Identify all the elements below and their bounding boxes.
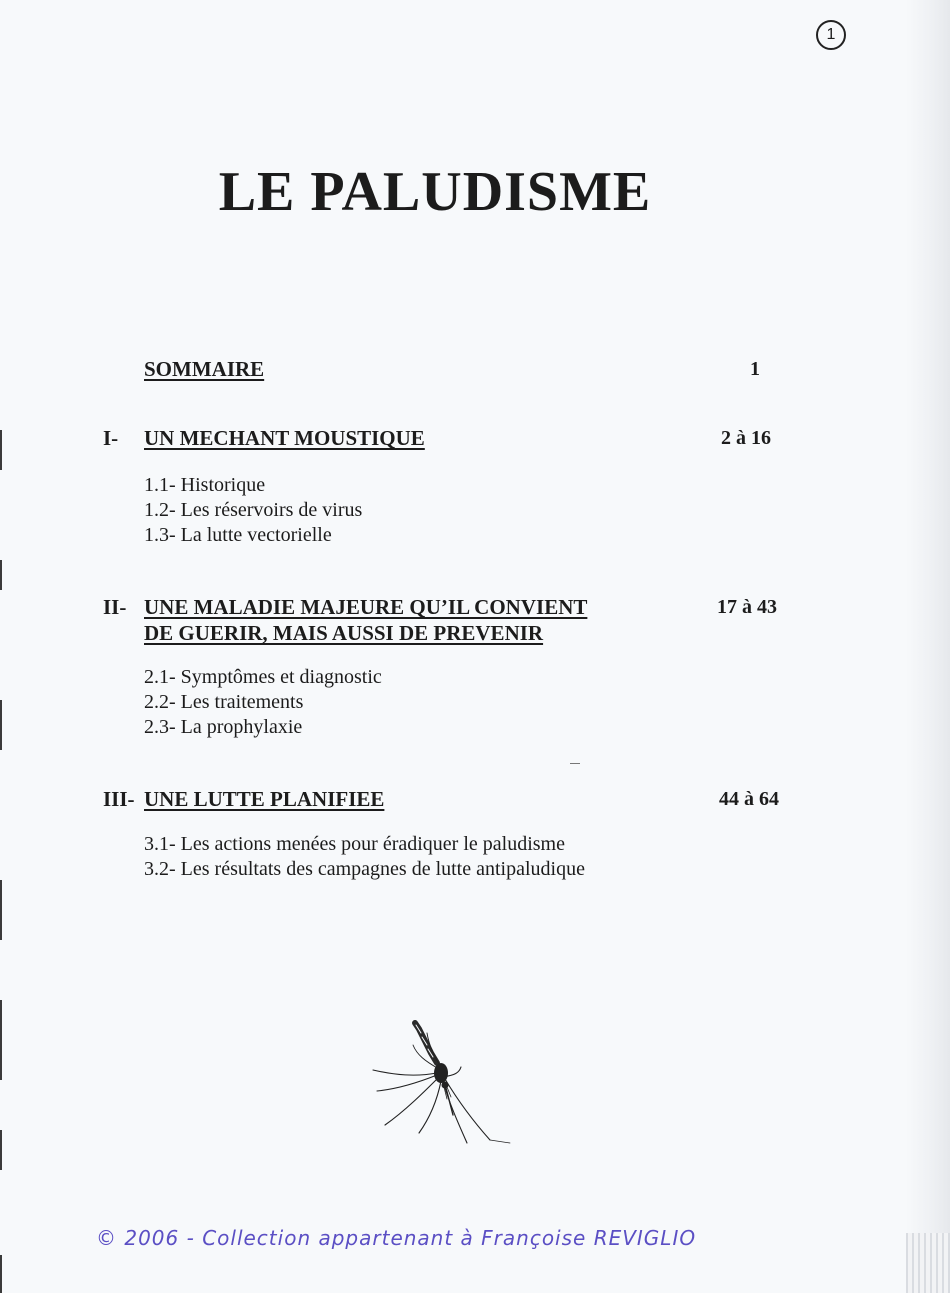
page-edge-shadow [906,0,950,1293]
section-3-pages: 44 à 64 [719,788,779,810]
subsection-item: 2.1- Symptômes et diagnostic [144,666,382,688]
scan-edge-mark [0,700,2,750]
subsection-item: 1.3- La lutte vectorielle [144,524,332,546]
section-2-subsections [144,665,382,740]
subsection-item: 2.3- La prophylaxie [144,716,303,738]
scan-edge-mark [0,1000,2,1080]
mosquito-illustration [355,1015,525,1150]
summary-pages: 1 [750,358,760,380]
document-title: LE PALUDISME [218,161,652,223]
section-1-numeral: I- [103,426,119,450]
subsection-item: 2.2- Les traitements [144,691,304,713]
scan-edge-mark [0,1255,2,1293]
subsection-item: 1.1- Historique [144,474,266,496]
section-1-pages: 2 à 16 [721,427,771,449]
page-stack-edge [906,1233,950,1293]
page-number-circle: 1 [816,20,846,50]
scan-edge-mark [0,560,2,590]
handwritten-copyright-note: © 2006 - Collection appartenant à Françoise REVIGLIO [96,1226,697,1250]
scan-speck [570,763,580,768]
section-1-subsections [144,473,362,548]
subsection-item: 3.1- Les actions menées pour éradiquer le paludisme [144,833,565,855]
subsection-item: 1.2- Les réservoirs de virus [144,499,363,521]
scan-edge-mark [0,1130,2,1170]
section-3-subsections [144,832,585,882]
section-1-heading: UN MECHANT MOUSTIQUE [144,426,425,450]
summary-heading: SOMMAIRE [144,357,265,381]
scan-edge-mark [0,880,2,940]
subsection-item: 3.2- Les résultats des campagnes de lutte antipaludique [144,858,585,880]
section-2-heading-line-2: DE GUERIR, MAIS AUSSI DE PREVENIR [144,621,544,645]
scan-edge-mark [0,430,2,470]
section-3-numeral: III- [103,787,135,811]
section-2-numeral: II- [103,595,127,619]
section-2-heading-line-1: UNE MALADIE MAJEURE QU’IL CONVIENT [144,595,588,619]
section-2-pages: 17 à 43 [717,596,777,618]
section-3-heading: UNE LUTTE PLANIFIEE [144,787,385,811]
